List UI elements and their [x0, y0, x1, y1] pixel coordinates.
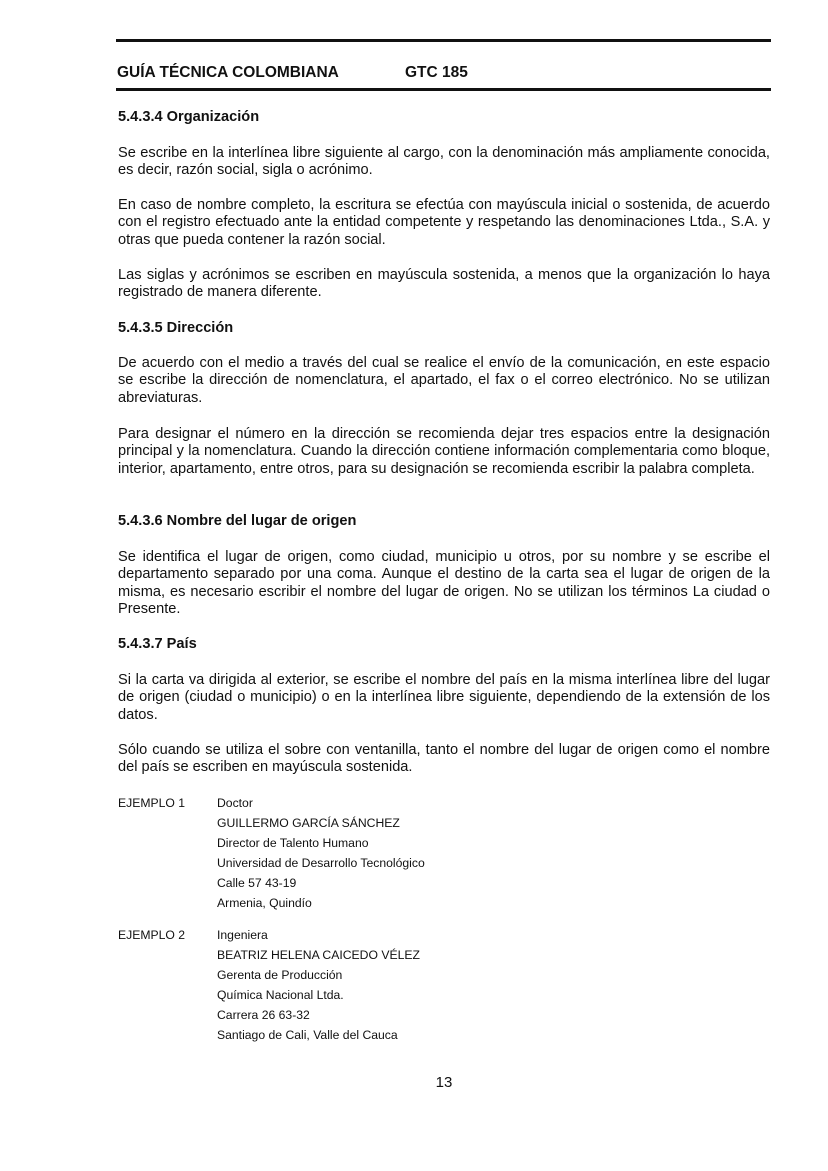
- paragraph: Se identifica el lugar de origen, como ciudad, municipio u otros, por su nombre y se escribe el departamento separado por una coma. Aunque el destino de la carta sea el lugar de origen de la misma, es necesario escribir el nombre del lugar de origen. No se utilizan los términos La ciudad o Presente.: [118, 549, 770, 618]
- example-line: Universidad de Desarrollo Tecnológico: [217, 856, 425, 870]
- example-line: Calle 57 43-19: [217, 876, 297, 890]
- example-line: Armenia, Quindío: [217, 896, 312, 910]
- paragraph: En caso de nombre completo, la escritura se efectúa con mayúscula inicial o sostenida, de acuerdo con el registro efectuado ante la entidad competente y respetando las denominaciones Ltda., S.A. y otras que pueda contener la razón social.: [118, 197, 770, 248]
- example-line: GUILLERMO GARCÍA SÁNCHEZ: [217, 816, 400, 830]
- header-code: GTC 185: [405, 64, 468, 81]
- example-label: EJEMPLO 2: [118, 928, 186, 942]
- example-line: Carrera 26 63-32: [217, 1008, 310, 1022]
- header-title: GUÍA TÉCNICA COLOMBIANA: [117, 64, 339, 81]
- paragraph: De acuerdo con el medio a través del cual se realice el envío de la comunicación, en este espacio se escribe la dirección de nomenclatura, el apartado, el fax o el correo electrónico. No se utilizan abreviaturas.: [118, 355, 770, 406]
- example-line: BEATRIZ HELENA CAICEDO VÉLEZ: [217, 948, 420, 962]
- example-line: Santiago de Cali, Valle del Cauca: [217, 1028, 398, 1042]
- page-number: 13: [435, 1074, 453, 1091]
- paragraph: Para designar el número en la dirección se recomienda dejar tres espacios entre la designación principal y la nomenclatura. Cuando la dirección contiene información complementaria como bloque, interior, apartamento, entre otros, para su designación se recomienda escribir la palabra completa.: [118, 426, 770, 477]
- paragraph: Se escribe en la interlínea libre siguiente al cargo, con la denominación más ampliamente conocida, es decir, razón social, sigla o acrónimo.: [118, 145, 770, 179]
- example-line: Director de Talento Humano: [217, 836, 369, 850]
- header-bottom-rule: [116, 88, 771, 91]
- paragraph: Sólo cuando se utiliza el sobre con ventanilla, tanto el nombre del lugar de origen como el nombre del país se escriben en mayúscula sostenida.: [118, 742, 770, 776]
- header-top-rule: [116, 39, 771, 42]
- section-heading: 5.4.3.6 Nombre del lugar de origen: [118, 513, 357, 529]
- paragraph: Si la carta va dirigida al exterior, se escribe el nombre del país en la misma interlínea libre del lugar de origen (ciudad o municipio) o en la interlínea libre siguiente, dependiendo de la extensión de los datos.: [118, 672, 770, 723]
- example-label: EJEMPLO 1: [118, 796, 186, 810]
- paragraph: Las siglas y acrónimos se escriben en mayúscula sostenida, a menos que la organización lo haya registrado de manera diferente.: [118, 267, 770, 301]
- example-line: Ingeniera: [217, 928, 268, 942]
- section-heading: 5.4.3.7 País: [118, 636, 197, 652]
- example-line: Doctor: [217, 796, 253, 810]
- section-heading: 5.4.3.5 Dirección: [118, 320, 234, 336]
- example-line: Gerenta de Producción: [217, 968, 343, 982]
- section-heading: 5.4.3.4 Organización: [118, 109, 260, 125]
- example-line: Química Nacional Ltda.: [217, 988, 344, 1002]
